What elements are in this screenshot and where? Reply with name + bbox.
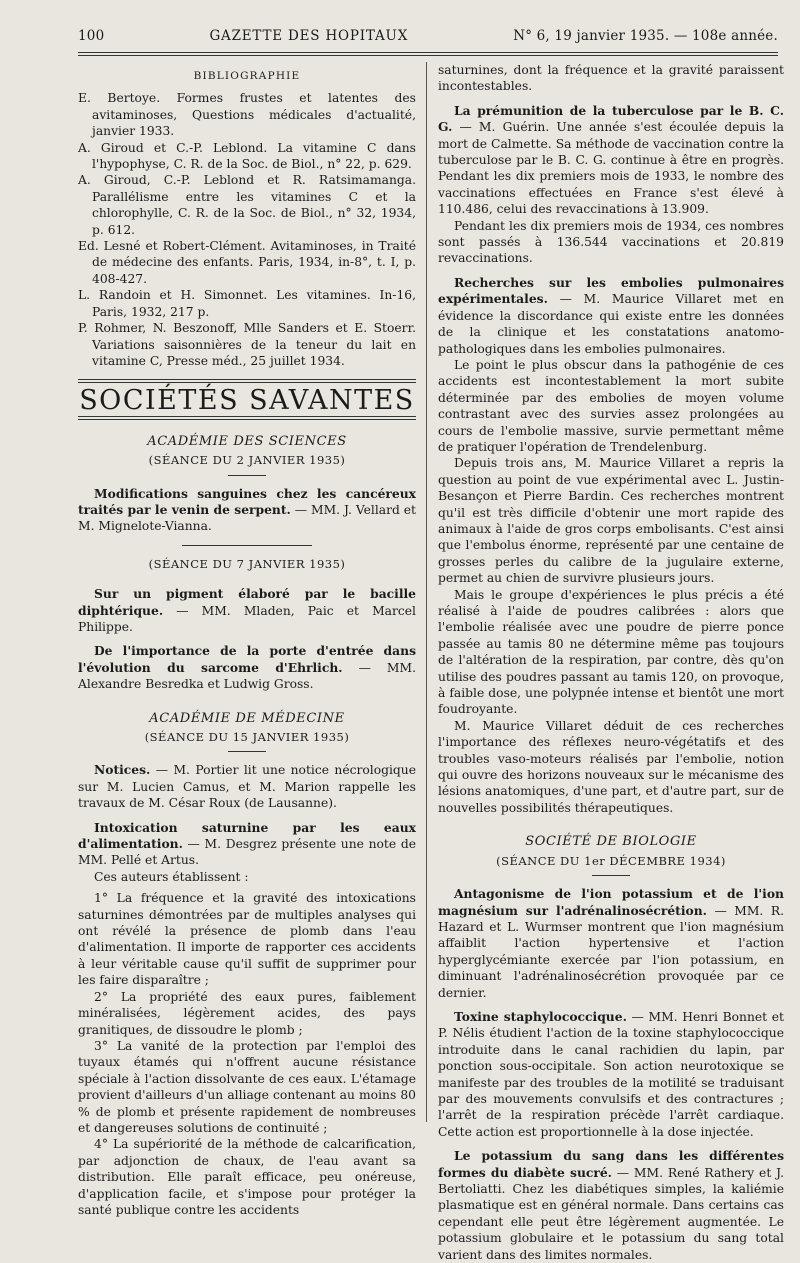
body-paragraph: saturnines, dont la fréquence et la gravité paraissent incontestables.	[438, 63, 784, 94]
body-paragraph: Mais le groupe d'expériences le plus précis a été réalisé à l'aide de poudres calibrées : alors que l'embolie réalisée avec une poudre de pierre ponce passée au tamis 80 ne détermine même pas toujours de l'altération de la respiration, par contre, dès qu'on utilise des poudres passant au tamis 120, on provoque, à faible dose, une polypnée intense et bientôt une mort foudroyante.	[438, 587, 784, 717]
short-rule	[228, 751, 266, 752]
short-rule	[592, 875, 630, 876]
communication-title: Le potassium du sang dans les différentes formes du diabète sucré.	[438, 1148, 784, 1180]
communication-title: Sur un pigment élaboré par le bacille diphtérique.	[78, 586, 416, 618]
communication-text: — M. Desgrez présente une note de MM. Pellé et Artus.	[78, 837, 416, 868]
body-paragraph: 1° La fréquence et la gravité des intoxications saturnines démontrées par de multiples analyses qui ont révélé la présence de plomb dans l'eau d'alimentation. Il importe de rapporter ces accidents à leur véritable cause qu'il suffit de supprimer pour les faire disparaître ;	[78, 891, 416, 988]
seance-date: (SÉANCE DU 2 JANVIER 1935)	[148, 453, 346, 468]
journal-title: GAZETTE DES HOPITAUX	[209, 28, 409, 44]
communication-authors: — MM. J. Vellard et M. Mignelote-Vianna.	[78, 502, 416, 534]
body-paragraph: Ces auteurs établissent :	[94, 869, 249, 884]
societe-biologie-title: SOCIÉTÉ DE BIOLOGIE	[525, 834, 697, 850]
bibliography-entry: E. Bertoye. Formes frustes et latentes des avitaminoses, Questions médicales d'actualité, janvier 1933.	[78, 91, 416, 139]
communication-title: Recherches sur les embolies pulmonaires expérimentales.	[438, 274, 784, 307]
left-column	[78, 62, 416, 1218]
page-header	[78, 28, 778, 48]
communication-paragraph	[438, 103, 784, 218]
body-paragraph: Depuis trois ans, M. Maurice Villaret a repris la question au point de vue expérimental avec L. Justin-Besançon et Pierre Bardin. Ces recherches montrent qu'il est très difficile d'obtenir une mort rapide des animaux à l'aide de gros corps embolisants. C'est ainsi que l'embolus énorme, représenté par une centaine de grosses perles du calibre de la jugulaire externe, permet au chien de survivre plusieurs jours.	[438, 456, 784, 586]
communication-text: — M. Portier lit une notice nécrologique sur M. Lucien Camus, et M. Marion rappelle les travaux de M. César Roux (de Lausanne).	[78, 763, 416, 811]
bibliography-entry: Ed. Lesné et Robert-Clément. Avitaminoses, in Traité de médecine des enfants. Paris, 1934, in-8°, t. I, p. 408-427.	[78, 239, 416, 286]
body-paragraph: M. Maurice Villaret déduit de ces recherches l'importance des réflexes neuro-végétatifs et des troubles vaso-moteurs réalisés par l'embolie, notion qui ouvre des horizons nouveaux sur le mécanisme des lésions anatomiques, d'une part, et d'autre part, sur de nouvelles possibilités thérapeutiques.	[438, 718, 784, 815]
communication-paragraph	[78, 762, 416, 811]
societes-savantes-title: SOCIÉTÉS SAVANTES	[79, 385, 415, 417]
communication-title: De l'importance de la porte d'entrée dans l'évolution du sarcome d'Ehrlich.	[78, 643, 416, 675]
communication-title: Toxine staphylococcique.	[454, 1008, 627, 1024]
bibliography-title: BIBLIOGRAPHIE	[193, 70, 301, 82]
short-rule	[228, 475, 266, 476]
communication-paragraph	[78, 486, 416, 535]
issue-info: N° 6, 19 janvier 1935. — 108e année.	[513, 28, 778, 44]
communication-text: — M. Maurice Villaret met en évidence la discordance qui existe entre les données de la clinique et les constatations anatomo-pathologiques dans les embolies pulmonaires.	[438, 292, 784, 356]
communication-authors: — MM. Alexandre Besredka et Ludwig Gross.	[78, 660, 416, 692]
academie-sciences-title: ACADÉMIE DES SCIENCES	[147, 433, 347, 449]
section-rule	[78, 379, 416, 383]
body-paragraph: 3° La vanité de la protection par l'emploi des tuyaux étamés qui n'offrent aucune résistance spéciale à l'action dissolvante de ces eaux. L'étamage provient d'ailleurs d'un alliage contenant au moins 80 % de plomb et présente rapidement de nombreuses et dangereuses solutions de continuité ;	[78, 1038, 416, 1135]
body-paragraph: Pendant les dix premiers mois de 1934, ces nombres sont passés à 136.544 vaccinations et 20.819 revaccinations.	[438, 218, 784, 266]
academie-medecine-title: ACADÉMIE DE MÉDECINE	[149, 710, 345, 726]
body-paragraph: Le point le plus obscur dans la pathogénie de ces accidents est incontestablement la mort subite déterminée par des embolies de moyen volume contrastant avec des survies assez prolongées au cours de l'embolie massive, survie permettant même de pratiquer l'opération de Trendelenburg.	[438, 357, 784, 454]
communication-text: — MM. René Rathery et J. Bertoliatti. Chez les diabétiques simples, la kaliémie plasmatique est en général normale. Dans certains cas cependant elle peut être légèrement augmentée. Le potassium globulaire et le potassium du sang total varient dans des limites normales.	[438, 1165, 784, 1262]
section-rule	[182, 545, 312, 546]
communication-paragraph	[438, 1009, 784, 1140]
communication-paragraph	[438, 275, 784, 357]
seance-date: (SÉANCE DU 15 JANVIER 1935)	[144, 730, 350, 744]
communication-title: Modifications sanguines chez les cancéreux traités par le venin de serpent.	[78, 485, 416, 517]
seance-date: (SÉANCE DU 7 JANVIER 1935)	[148, 556, 346, 571]
bibliography-entry: P. Rohmer, N. Beszonoff, Mlle Sanders et E. Stoerr. Variations saisonnières de la teneur du lait en vitamine C, Presse méd., 25 juillet 1934.	[78, 321, 416, 368]
communication-paragraph	[438, 886, 784, 1001]
communication-title: Antagonisme de l'ion potassium et de l'ion magnésium sur l'adrénalinosécrétion.	[438, 886, 784, 918]
bibliography-entry: A. Giroud et C.-P. Leblond. La vitamine C dans l'hypophyse, C. R. de la Soc. de Biol., n° 22, p. 629.	[78, 140, 416, 172]
communication-title: La prémunition de la tuberculose par le B. C. G.	[438, 102, 784, 135]
communication-paragraph	[438, 1148, 784, 1263]
body-paragraph: 2° La propriété des eaux pures, faiblement minéralisées, légèrement acides, des pays granitiques, de dissoudre le plomb ;	[78, 989, 416, 1037]
communication-paragraph	[78, 586, 416, 635]
communication-title: Notices.	[94, 762, 151, 778]
right-column	[438, 62, 784, 1263]
communication-text: — M. Guérin. Une année s'est écoulée depuis la mort de Calmette. Sa méthode de vaccination contre la tuberculose par le B. C. G. continue à être en progrès. Pendant les dix premiers mois de 1933, le nombre des vaccinations effectuées en France s'est élevé à 110.486, celui des revaccinations à 13.909.	[438, 120, 784, 217]
column-divider	[426, 62, 427, 1122]
communication-text: — MM. Henri Bonnet et P. Nélis étudient l'action de la toxine staphylococcique introduite dans le canal rachidien du lapin, par ponction sous-occipitale. Son action neurotoxique se manifeste par des troubles de la motilité se traduisant par des mouvements convulsifs et des contractures ; l'arrêt de la respiration précède l'arrêt cardiaque. Cette action est proportionnelle à la dose injectée.	[438, 1009, 784, 1139]
communication-paragraph	[78, 643, 416, 692]
communication-authors: — MM. Mladen, Paic et Marcel Philippe.	[78, 603, 416, 634]
communication-text: — MM. R. Hazard et L. Wurmser montrent que l'ion magnésium affaiblit l'action hypertensive et l'action hyperglycémiante exercée par l'ion potassium, en diminuant l'adrénalinosécrétion provoquée par ce dernier.	[438, 903, 784, 1000]
communication-title: Intoxication saturnine par les eaux d'alimentation.	[78, 819, 416, 852]
section-rule	[78, 416, 416, 420]
header-rule	[78, 52, 778, 56]
bibliography-entry: L. Randoin et H. Simonnet. Les vitamines. In-16, Paris, 1932, 217 p.	[78, 288, 416, 319]
body-paragraph: 4° La supériorité de la méthode de calcarification, par adjonction de chaux, de l'eau avant sa distribution. Elle paraît efficace, peu onéreuse, d'application facile, et s'impose pour protéger la santé publique contre les accidents	[78, 1137, 416, 1217]
communication-paragraph	[78, 820, 416, 869]
seance-date: (SÉANCE DU 1er DÉCEMBRE 1934)	[496, 853, 726, 868]
page-number: 100	[78, 28, 105, 44]
bibliography-entry: A. Giroud, C.-P. Leblond et R. Ratsimamanga. Parallélisme entre les vitamines C et la chlorophylle, C. R. de la Soc. de Biol., n° 32, 1934, p. 612.	[78, 173, 416, 237]
